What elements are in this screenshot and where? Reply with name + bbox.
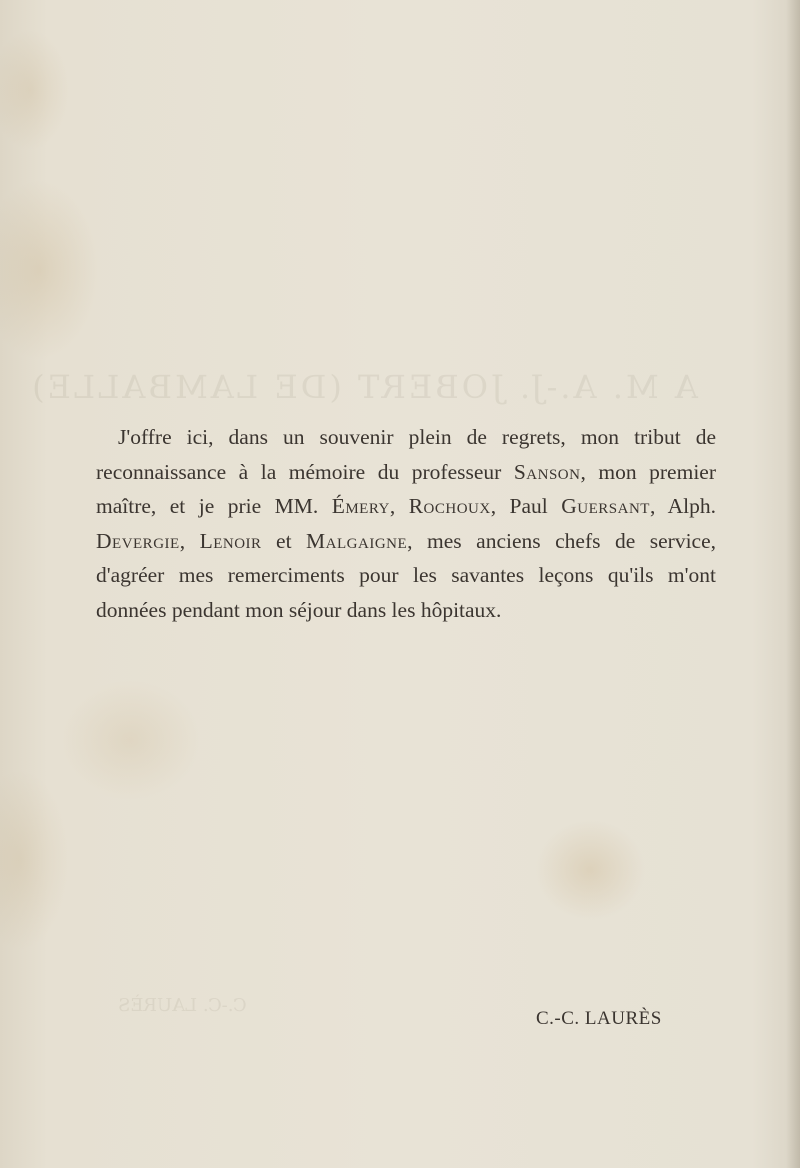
name-sanson: Sanson xyxy=(513,459,581,484)
name-malgaigne: Malgaigne xyxy=(306,528,408,553)
dedication-paragraph xyxy=(96,420,716,627)
author-signature: C.-C. LAURÈS xyxy=(536,1008,662,1029)
page-edge-shadow xyxy=(786,0,800,1168)
dedication-text: , Paul xyxy=(490,494,562,518)
name-emery: Émery xyxy=(331,494,390,518)
name-devergie: Devergie xyxy=(96,528,180,553)
dedication-text: et xyxy=(261,528,307,553)
bleed-through-title: A M. A.-J. JOBERT (DE LAMBALLE) xyxy=(29,368,698,406)
name-lenoir: Lenoir xyxy=(199,528,262,553)
name-rochoux: Rochoux xyxy=(408,494,491,518)
dedication-text: , mes anciens chefs de service, d'agréer mes remerciments pour les savantes leçons qu'ils m'ont données pendant mon séjour dans les hôpitaux. xyxy=(96,528,717,622)
dedication-text: , mon premier maître, et je prie MM. xyxy=(96,459,716,518)
dedication-text: , xyxy=(389,494,409,518)
bleed-through-signature: C.-C. LAURÈS xyxy=(118,995,247,1016)
dedication-text: , Alph. xyxy=(649,494,716,518)
dedication-text: , xyxy=(179,528,200,553)
name-guersant: Guersant xyxy=(561,494,650,518)
dedication-text: J'offre ici, dans un souvenir plein de regrets, mon tribut de reconnaissance à la mémoire du professeur xyxy=(96,425,716,484)
